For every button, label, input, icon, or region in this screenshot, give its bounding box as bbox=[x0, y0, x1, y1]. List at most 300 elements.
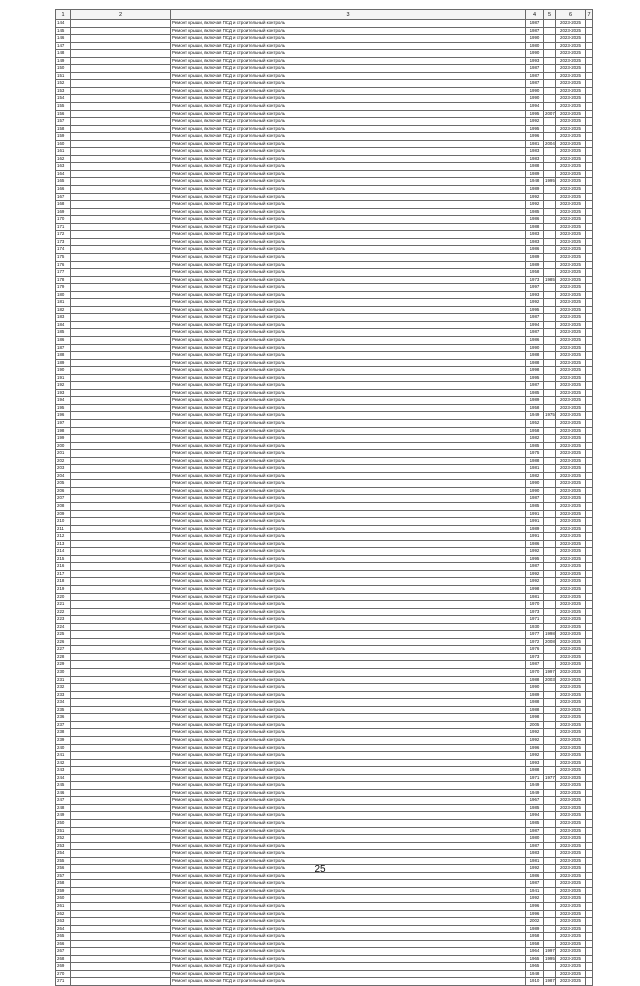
row-year-2 bbox=[544, 736, 556, 744]
row-year: 1992 bbox=[526, 201, 544, 209]
table-row bbox=[56, 253, 593, 261]
row-empty bbox=[586, 518, 593, 526]
row-number: 220 bbox=[56, 593, 71, 601]
row-year: 1952 bbox=[526, 419, 544, 427]
row-address bbox=[71, 646, 171, 654]
row-work-type: Ремонт крыши, включая ПСД и строительный контроль bbox=[171, 495, 526, 503]
row-number: 168 bbox=[56, 201, 71, 209]
row-year: 1992 bbox=[526, 865, 544, 873]
row-address bbox=[71, 284, 171, 292]
row-number: 147 bbox=[56, 42, 71, 50]
row-empty bbox=[586, 925, 593, 933]
row-address bbox=[71, 125, 171, 133]
row-year-2 bbox=[544, 321, 556, 329]
row-number: 193 bbox=[56, 389, 71, 397]
table-row bbox=[56, 269, 593, 277]
row-period: 2023-2025 bbox=[556, 940, 586, 948]
row-year-2: 1995 bbox=[544, 178, 556, 186]
row-empty bbox=[586, 978, 593, 986]
row-address bbox=[71, 374, 171, 382]
row-period: 2023-2025 bbox=[556, 27, 586, 35]
row-work-type: Ремонт крыши, включая ПСД и строительный контроль bbox=[171, 804, 526, 812]
row-year-2 bbox=[544, 570, 556, 578]
row-year-2 bbox=[544, 284, 556, 292]
row-number: 270 bbox=[56, 970, 71, 978]
row-address bbox=[71, 669, 171, 677]
row-period: 2023-2025 bbox=[556, 495, 586, 503]
table-row bbox=[56, 676, 593, 684]
table-row bbox=[56, 880, 593, 888]
row-empty bbox=[586, 276, 593, 284]
row-address bbox=[71, 563, 171, 571]
row-period: 2023-2025 bbox=[556, 518, 586, 526]
row-address bbox=[71, 948, 171, 956]
row-address bbox=[71, 344, 171, 352]
row-address bbox=[71, 457, 171, 465]
row-address bbox=[71, 352, 171, 360]
row-number: 228 bbox=[56, 653, 71, 661]
row-year: 1995 bbox=[526, 306, 544, 314]
header-cell: 7 bbox=[587, 11, 591, 18]
row-period: 2023-2025 bbox=[556, 80, 586, 88]
row-period: 2023-2025 bbox=[556, 608, 586, 616]
row-empty bbox=[586, 314, 593, 322]
row-year-2 bbox=[544, 269, 556, 277]
table-row bbox=[56, 163, 593, 171]
row-work-type: Ремонт крыши, включая ПСД и строительный контроль bbox=[171, 306, 526, 314]
row-year: 1989 bbox=[526, 186, 544, 194]
row-year: 1995 bbox=[526, 555, 544, 563]
row-address bbox=[71, 201, 171, 209]
row-number: 204 bbox=[56, 472, 71, 480]
row-year: 1998 bbox=[526, 586, 544, 594]
row-year: 1987 bbox=[526, 842, 544, 850]
row-number: 201 bbox=[56, 450, 71, 458]
row-period: 2023-2025 bbox=[556, 419, 586, 427]
table-row bbox=[56, 193, 593, 201]
row-period: 2023-2025 bbox=[556, 465, 586, 473]
row-number: 253 bbox=[56, 842, 71, 850]
row-work-type: Ремонт крыши, включая ПСД и строительный контроль bbox=[171, 729, 526, 737]
row-work-type: Ремонт крыши, включая ПСД и строительный контроль bbox=[171, 970, 526, 978]
row-empty bbox=[586, 155, 593, 163]
table-row bbox=[56, 367, 593, 375]
row-address bbox=[71, 487, 171, 495]
row-work-type: Ремонт крыши, включая ПСД и строительный контроль bbox=[171, 352, 526, 360]
row-empty bbox=[586, 646, 593, 654]
row-period: 2023-2025 bbox=[556, 193, 586, 201]
row-period: 2023-2025 bbox=[556, 661, 586, 669]
row-work-type: Ремонт крыши, включая ПСД и строительный контроль bbox=[171, 978, 526, 986]
row-year: 1991 bbox=[526, 518, 544, 526]
row-number: 178 bbox=[56, 276, 71, 284]
row-number: 184 bbox=[56, 321, 71, 329]
row-number: 219 bbox=[56, 586, 71, 594]
row-address bbox=[71, 608, 171, 616]
row-number: 207 bbox=[56, 495, 71, 503]
row-year: 1910 bbox=[526, 978, 544, 986]
row-year-2 bbox=[544, 819, 556, 827]
row-year: 1965 bbox=[526, 955, 544, 963]
row-empty bbox=[586, 638, 593, 646]
row-year-2 bbox=[544, 344, 556, 352]
row-number: 242 bbox=[56, 759, 71, 767]
table-row bbox=[56, 910, 593, 918]
row-year: 1990 bbox=[526, 487, 544, 495]
row-period: 2023-2025 bbox=[556, 125, 586, 133]
row-period: 2023-2025 bbox=[556, 42, 586, 50]
table-row bbox=[56, 782, 593, 790]
row-period: 2023-2025 bbox=[556, 782, 586, 790]
row-year: 1987 bbox=[526, 65, 544, 73]
row-address bbox=[71, 653, 171, 661]
row-year: 1985 bbox=[526, 819, 544, 827]
table-row bbox=[56, 352, 593, 360]
row-year: 1973 bbox=[526, 653, 544, 661]
row-address bbox=[71, 925, 171, 933]
row-empty bbox=[586, 95, 593, 103]
row-period: 2023-2025 bbox=[556, 925, 586, 933]
table-row bbox=[56, 933, 593, 941]
row-period: 2023-2025 bbox=[556, 963, 586, 971]
row-empty bbox=[586, 57, 593, 65]
row-number: 264 bbox=[56, 925, 71, 933]
row-period: 2023-2025 bbox=[556, 503, 586, 511]
row-address bbox=[71, 842, 171, 850]
row-year: 1987 bbox=[526, 329, 544, 337]
row-year-2 bbox=[544, 744, 556, 752]
row-year-2 bbox=[544, 223, 556, 231]
row-period: 2023-2025 bbox=[556, 238, 586, 246]
row-empty bbox=[586, 238, 593, 246]
row-period: 2023-2025 bbox=[556, 155, 586, 163]
row-empty bbox=[586, 472, 593, 480]
row-empty bbox=[586, 382, 593, 390]
table-row bbox=[56, 744, 593, 752]
row-period: 2023-2025 bbox=[556, 314, 586, 322]
row-year: 1949 bbox=[526, 782, 544, 790]
row-empty bbox=[586, 246, 593, 254]
row-empty bbox=[586, 186, 593, 194]
table-row bbox=[56, 940, 593, 948]
row-year: 1983 bbox=[526, 155, 544, 163]
table-row bbox=[56, 50, 593, 58]
row-year: 1997 bbox=[526, 284, 544, 292]
row-empty bbox=[586, 284, 593, 292]
row-number: 269 bbox=[56, 963, 71, 971]
row-year: 1981 bbox=[526, 140, 544, 148]
row-period: 2023-2025 bbox=[556, 374, 586, 382]
row-number: 218 bbox=[56, 578, 71, 586]
row-year: 1983 bbox=[526, 148, 544, 156]
row-empty bbox=[586, 721, 593, 729]
row-address bbox=[71, 684, 171, 692]
row-empty bbox=[586, 442, 593, 450]
table-row bbox=[56, 170, 593, 178]
row-number: 248 bbox=[56, 804, 71, 812]
row-work-type: Ремонт крыши, включая ПСД и строительный контроль bbox=[171, 435, 526, 443]
row-period: 2023-2025 bbox=[556, 691, 586, 699]
row-work-type: Ремонт крыши, включая ПСД и строительный контроль bbox=[171, 699, 526, 707]
row-address bbox=[71, 95, 171, 103]
row-number: 177 bbox=[56, 269, 71, 277]
row-empty bbox=[586, 736, 593, 744]
row-number: 163 bbox=[56, 163, 71, 171]
row-period: 2023-2025 bbox=[556, 487, 586, 495]
row-work-type: Ремонт крыши, включая ПСД и строительный контроль bbox=[171, 789, 526, 797]
table-row bbox=[56, 525, 593, 533]
row-year: 1989 bbox=[526, 261, 544, 269]
row-work-type: Ремонт крыши, включая ПСД и строительный контроль bbox=[171, 178, 526, 186]
row-year: 1989 bbox=[526, 397, 544, 405]
row-empty bbox=[586, 593, 593, 601]
row-number: 267 bbox=[56, 948, 71, 956]
row-work-type: Ремонт крыши, включая ПСД и строительный контроль bbox=[171, 865, 526, 873]
table-row bbox=[56, 503, 593, 511]
row-year: 1971 bbox=[526, 774, 544, 782]
row-work-type: Ремонт крыши, включая ПСД и строительный контроль bbox=[171, 133, 526, 141]
row-year: 1983 bbox=[526, 238, 544, 246]
row-empty bbox=[586, 691, 593, 699]
row-work-type: Ремонт крыши, включая ПСД и строительный контроль bbox=[171, 261, 526, 269]
row-work-type: Ремонт крыши, включая ПСД и строительный контроль bbox=[171, 238, 526, 246]
row-empty bbox=[586, 835, 593, 843]
row-year: 1992 bbox=[526, 895, 544, 903]
row-work-type: Ремонт крыши, включая ПСД и строительный контроль bbox=[171, 140, 526, 148]
row-number: 268 bbox=[56, 955, 71, 963]
row-work-type: Ремонт крыши, включая ПСД и строительный контроль bbox=[171, 593, 526, 601]
row-work-type: Ремонт крыши, включая ПСД и строительный контроль bbox=[171, 50, 526, 58]
row-empty bbox=[586, 80, 593, 88]
row-address bbox=[71, 435, 171, 443]
table-row bbox=[56, 450, 593, 458]
row-address bbox=[71, 321, 171, 329]
row-year-2 bbox=[544, 842, 556, 850]
row-year-2 bbox=[544, 495, 556, 503]
row-year: 1987 bbox=[526, 20, 544, 28]
row-number: 172 bbox=[56, 231, 71, 239]
row-year: 1981 bbox=[526, 857, 544, 865]
row-period: 2023-2025 bbox=[556, 918, 586, 926]
table-row bbox=[56, 563, 593, 571]
row-period: 2023-2025 bbox=[556, 865, 586, 873]
row-empty bbox=[586, 525, 593, 533]
row-empty bbox=[586, 752, 593, 760]
table-row bbox=[56, 223, 593, 231]
row-work-type: Ремонт крыши, включая ПСД и строительный контроль bbox=[171, 246, 526, 254]
row-period: 2023-2025 bbox=[556, 752, 586, 760]
row-period: 2023-2025 bbox=[556, 729, 586, 737]
table-row bbox=[56, 178, 593, 186]
row-address bbox=[71, 216, 171, 224]
row-empty bbox=[586, 412, 593, 420]
table-row bbox=[56, 948, 593, 956]
row-period: 2023-2025 bbox=[556, 616, 586, 624]
row-address bbox=[71, 118, 171, 126]
row-work-type: Ремонт крыши, включая ПСД и строительный контроль bbox=[171, 714, 526, 722]
row-address bbox=[71, 148, 171, 156]
row-number: 161 bbox=[56, 148, 71, 156]
table-row bbox=[56, 955, 593, 963]
row-work-type: Ремонт крыши, включая ПСД и строительный контроль bbox=[171, 367, 526, 375]
row-work-type: Ремонт крыши, включая ПСД и строительный контроль bbox=[171, 155, 526, 163]
row-work-type: Ремонт крыши, включая ПСД и строительный контроль bbox=[171, 216, 526, 224]
row-year: 1986 bbox=[526, 540, 544, 548]
table-row bbox=[56, 669, 593, 677]
row-period: 2023-2025 bbox=[556, 480, 586, 488]
row-year-2 bbox=[544, 812, 556, 820]
table-row bbox=[56, 608, 593, 616]
row-work-type: Ремонт крыши, включая ПСД и строительный контроль bbox=[171, 20, 526, 28]
row-year-2: 1995 bbox=[544, 955, 556, 963]
row-year-2 bbox=[544, 518, 556, 526]
row-empty bbox=[586, 774, 593, 782]
row-number: 260 bbox=[56, 895, 71, 903]
table-row bbox=[56, 925, 593, 933]
row-address bbox=[71, 72, 171, 80]
table-row bbox=[56, 759, 593, 767]
row-number: 255 bbox=[56, 857, 71, 865]
row-period: 2023-2025 bbox=[556, 887, 586, 895]
row-empty bbox=[586, 729, 593, 737]
row-period: 2023-2025 bbox=[556, 110, 586, 118]
row-number: 194 bbox=[56, 397, 71, 405]
table-row bbox=[56, 57, 593, 65]
row-period: 2023-2025 bbox=[556, 382, 586, 390]
row-year-2 bbox=[544, 419, 556, 427]
row-empty bbox=[586, 669, 593, 677]
row-period: 2023-2025 bbox=[556, 442, 586, 450]
table-row bbox=[56, 419, 593, 427]
row-year-2 bbox=[544, 586, 556, 594]
row-empty bbox=[586, 50, 593, 58]
table-row bbox=[56, 767, 593, 775]
row-number: 271 bbox=[56, 978, 71, 986]
row-address bbox=[71, 601, 171, 609]
row-work-type: Ремонт крыши, включая ПСД и строительный контроль bbox=[171, 208, 526, 216]
row-work-type: Ремонт крыши, включая ПСД и строительный контроль bbox=[171, 774, 526, 782]
row-empty bbox=[586, 910, 593, 918]
row-number: 187 bbox=[56, 344, 71, 352]
table-row bbox=[56, 752, 593, 760]
row-work-type: Ремонт крыши, включая ПСД и строительный контроль bbox=[171, 548, 526, 556]
row-number: 224 bbox=[56, 623, 71, 631]
row-address bbox=[71, 691, 171, 699]
row-address bbox=[71, 382, 171, 390]
row-empty bbox=[586, 880, 593, 888]
table-row bbox=[56, 601, 593, 609]
row-year: 1988 bbox=[526, 163, 544, 171]
row-empty bbox=[586, 306, 593, 314]
row-address bbox=[71, 895, 171, 903]
row-year-2 bbox=[544, 253, 556, 261]
row-period: 2023-2025 bbox=[556, 412, 586, 420]
row-number: 186 bbox=[56, 336, 71, 344]
row-address bbox=[71, 797, 171, 805]
row-year: 1983 bbox=[526, 231, 544, 239]
table-row bbox=[56, 570, 593, 578]
row-period: 2023-2025 bbox=[556, 163, 586, 171]
table-row bbox=[56, 593, 593, 601]
row-number: 257 bbox=[56, 872, 71, 880]
row-number: 233 bbox=[56, 691, 71, 699]
row-address bbox=[71, 827, 171, 835]
row-year-2 bbox=[544, 299, 556, 307]
row-period: 2023-2025 bbox=[556, 50, 586, 58]
row-work-type: Ремонт крыши, включая ПСД и строительный контроль bbox=[171, 872, 526, 880]
row-empty bbox=[586, 367, 593, 375]
row-address bbox=[71, 110, 171, 118]
table-row bbox=[56, 721, 593, 729]
row-work-type: Ремонт крыши, включая ПСД и строительный контроль bbox=[171, 933, 526, 941]
row-work-type: Ремонт крыши, включая ПСД и строительный контроль bbox=[171, 578, 526, 586]
row-number: 144 bbox=[56, 20, 71, 28]
row-number: 151 bbox=[56, 72, 71, 80]
table-row bbox=[56, 487, 593, 495]
row-period: 2023-2025 bbox=[556, 578, 586, 586]
row-year-2 bbox=[544, 699, 556, 707]
row-year: 1988 bbox=[526, 699, 544, 707]
table-row bbox=[56, 95, 593, 103]
row-year-2: 1977 bbox=[544, 774, 556, 782]
row-year: 1964 bbox=[526, 948, 544, 956]
table-row bbox=[56, 133, 593, 141]
row-year-2 bbox=[544, 540, 556, 548]
row-number: 199 bbox=[56, 435, 71, 443]
row-year-2 bbox=[544, 616, 556, 624]
row-period: 2023-2025 bbox=[556, 87, 586, 95]
row-address bbox=[71, 472, 171, 480]
row-year: 1980 bbox=[526, 42, 544, 50]
row-year: 1971 bbox=[526, 616, 544, 624]
row-year: 1998 bbox=[526, 714, 544, 722]
table-row bbox=[56, 540, 593, 548]
row-empty bbox=[586, 299, 593, 307]
row-year: 1990 bbox=[526, 50, 544, 58]
row-empty bbox=[586, 759, 593, 767]
row-number: 155 bbox=[56, 103, 71, 111]
row-address bbox=[71, 193, 171, 201]
row-address bbox=[71, 389, 171, 397]
row-work-type: Ремонт крыши, включая ПСД и строительный контроль bbox=[171, 767, 526, 775]
row-year-2 bbox=[544, 352, 556, 360]
row-year: 1989 bbox=[526, 170, 544, 178]
row-number: 210 bbox=[56, 518, 71, 526]
row-number: 191 bbox=[56, 374, 71, 382]
row-address bbox=[71, 103, 171, 111]
row-address bbox=[71, 978, 171, 986]
row-period: 2023-2025 bbox=[556, 72, 586, 80]
table-row bbox=[56, 65, 593, 73]
row-work-type: Ремонт крыши, включая ПСД и строительный контроль bbox=[171, 601, 526, 609]
table-row bbox=[56, 902, 593, 910]
row-empty bbox=[586, 27, 593, 35]
table-row bbox=[56, 819, 593, 827]
row-year-2 bbox=[544, 314, 556, 322]
row-work-type: Ремонт крыши, включая ПСД и строительный контроль bbox=[171, 201, 526, 209]
row-year: 1949 bbox=[526, 789, 544, 797]
row-year-2 bbox=[544, 170, 556, 178]
row-year: 1970 bbox=[526, 669, 544, 677]
table-row bbox=[56, 827, 593, 835]
table-row bbox=[56, 299, 593, 307]
row-address bbox=[71, 412, 171, 420]
row-year-2 bbox=[544, 797, 556, 805]
table-row bbox=[56, 155, 593, 163]
row-year: 1987 bbox=[526, 563, 544, 571]
row-number: 241 bbox=[56, 752, 71, 760]
row-empty bbox=[586, 933, 593, 941]
